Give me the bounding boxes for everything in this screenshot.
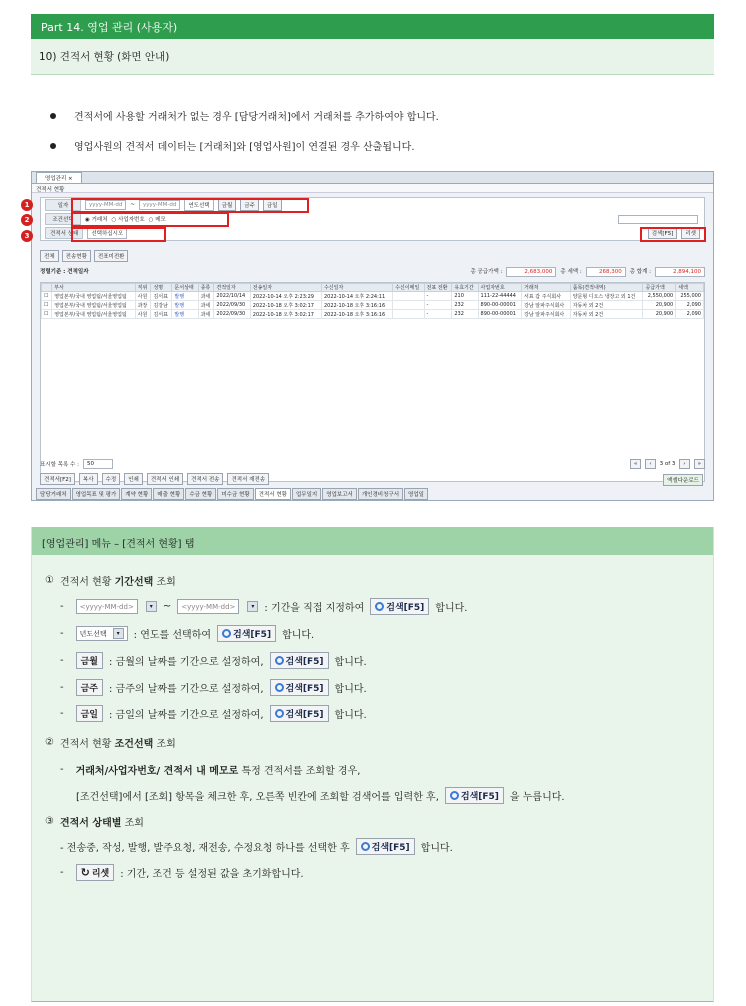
column-header[interactable] (42, 284, 52, 292)
bottom-tab[interactable]: 미수금 현황 (217, 488, 253, 500)
row-checkbox[interactable]: ☐ (42, 301, 52, 310)
search-icon (361, 842, 370, 851)
screen-tab[interactable]: 영업관리 × (36, 172, 82, 183)
search-icon (275, 656, 284, 665)
reset-button[interactable]: 리셋 (681, 227, 700, 239)
pager-bar (40, 459, 705, 469)
table-cell: 강남 알파주식회사 (522, 301, 571, 310)
section-2-title: ② 견적서 현황 조건선택 조회 (45, 737, 176, 750)
this-week-button: 금주 (76, 679, 103, 696)
table-cell: 사원 (135, 310, 151, 319)
section-1-title: ① 견적서 현황 기간선택 조회 (45, 575, 176, 588)
tax-label: 총 세액 : (560, 269, 582, 275)
bottom-tab[interactable]: 영업일 (404, 488, 428, 500)
table-row[interactable] (42, 292, 704, 301)
action-button[interactable]: 견적서[F2] (40, 473, 75, 485)
bottom-tab[interactable]: 개인경비청구서 (358, 488, 403, 500)
search-button: 검색[F5] (270, 679, 329, 696)
table-cell: 255,000 (676, 292, 704, 301)
status-label: 견적서 상태 (45, 227, 83, 239)
page-indicator: 3 of 3 (659, 461, 676, 467)
table-cell: - (424, 301, 452, 310)
refresh-icon: ↻ (80, 866, 90, 879)
table-cell: 2022-10-18 오후 3:02:17 (250, 301, 321, 310)
column-header[interactable]: 수신일자 (321, 284, 392, 292)
this-month-button: 금월 (76, 652, 103, 669)
section-title: 10) 견적서 현황 (화면 안내) (39, 51, 170, 63)
table-cell: 2022-10-14 오후 2:23:29 (250, 292, 321, 301)
bullet-dot (50, 113, 56, 119)
embedded-screenshot (31, 171, 714, 501)
table-cell: 자동차 외 2건 (570, 310, 643, 319)
status-select[interactable]: 선택하십시오 (87, 227, 127, 239)
info-heading: [영업관리] 메뉴 – [견적서 현황] 탭 (32, 527, 713, 555)
action-button[interactable]: 견적서 인쇄 (147, 473, 183, 485)
total-label: 총 합계 : (629, 269, 651, 275)
badge-1: 1 (21, 199, 33, 211)
quote-table (41, 283, 704, 319)
line-reset: - ↻ 리셋 : 기간, 조건 등 설정된 값을 초기화합니다. (60, 866, 304, 880)
condition-label: 조건선택 (45, 213, 81, 225)
table-cell: 20,900 (643, 301, 676, 310)
table-cell: 111-22-44444 (478, 292, 521, 301)
highlight-box-search (640, 227, 706, 242)
tax-value: 268,300 (586, 267, 626, 277)
bottom-tab[interactable]: 영업목표 및 평가 (72, 488, 121, 500)
table-cell: 과장 (135, 301, 151, 310)
search-button[interactable]: 검색[F5] (648, 227, 678, 239)
bottom-tab[interactable]: 담당거래처 (36, 488, 71, 500)
table-cell: 2022-10-18 오후 3:16:16 (321, 310, 392, 319)
table-cell: - (424, 310, 452, 319)
action-bar (40, 474, 705, 484)
column-header[interactable]: 견적일자 (214, 284, 250, 292)
line-week: - 금주 : 금주의 날짜를 기간으로 설정하여, 검색[F5] 합니다. (60, 679, 367, 696)
radio-bizno[interactable]: ○ 사업자번호 (111, 217, 145, 223)
table-cell: 2022-10-14 오후 2:24:11 (321, 292, 392, 301)
column-header[interactable]: 수신이메일 (393, 284, 424, 292)
total-value: 2,894,100 (655, 267, 705, 277)
table-cell: 자동차 외 2건 (570, 301, 643, 310)
column-header[interactable]: 직위 (135, 284, 151, 292)
dropdown-icon: ▾ (247, 601, 258, 612)
column-header[interactable]: 유효기간 (452, 284, 478, 292)
highlight-box-1 (71, 198, 309, 213)
search-button: 검색[F5] (217, 625, 276, 642)
page-size-select[interactable]: 50 (83, 459, 113, 469)
radio-memo[interactable]: ○ 메모 (148, 217, 166, 223)
section-header (31, 39, 714, 75)
table-cell: 2,550,000 (643, 292, 676, 301)
table-cell: 발행 (172, 292, 198, 301)
table-cell: 과세 (198, 310, 214, 319)
column-header[interactable]: 전표 전환 (424, 284, 452, 292)
excel-download-button[interactable]: 엑셀다운로드 (663, 474, 703, 486)
supply-label: 총 공급가액 : (470, 269, 503, 275)
table-cell: 김서표 (151, 292, 172, 301)
sub-tabs (40, 250, 128, 262)
table-cell: 영업본부/국내 영업팀/서울영업팀 (52, 301, 135, 310)
dropdown-icon: ▾ (113, 628, 124, 639)
section-3-title: ③ 견적서 상태별 조회 (45, 816, 144, 829)
table-cell: 영업본부/국내 영업팀/서울영업팀 (52, 310, 135, 319)
date-label: 일자 (45, 199, 81, 211)
year-select[interactable]: 연도선택 (184, 199, 213, 211)
action-button[interactable]: 인쇄 (124, 473, 143, 485)
quote-grid (40, 282, 705, 482)
table-cell: 890-00-00001 (478, 301, 521, 310)
bullet-item (50, 108, 439, 123)
condition-input[interactable] (618, 215, 698, 224)
first-page-button[interactable]: « (630, 459, 641, 469)
column-header[interactable]: 성명 (151, 284, 172, 292)
date-row: 일자 yyyy-MM-dd ~ yyyy-MM-dd 연도선택 금월 금주 금일 (41, 198, 704, 212)
column-header[interactable]: 사업자번호 (478, 284, 521, 292)
table-cell: 2022/10/14 (214, 292, 250, 301)
action-button[interactable]: 견적서 재전송 (227, 473, 269, 485)
table-cell (393, 292, 424, 301)
table-cell: 영업본부/국내 영업팀/서울영업팀 (52, 292, 135, 301)
column-header[interactable]: 세액 (676, 284, 704, 292)
table-row[interactable] (42, 310, 704, 319)
date-to-input: <yyyy-MM-dd> (177, 599, 239, 614)
badge-3: 3 (21, 230, 33, 242)
last-page-button[interactable]: » (694, 459, 705, 469)
today-button[interactable]: 금일 (263, 199, 282, 211)
table-cell: 과세 (198, 292, 214, 301)
table-cell: 강남 알파주식회사 (522, 310, 571, 319)
radio-client[interactable]: ◉ 거래처 (85, 217, 108, 223)
this-month-button[interactable]: 금월 (218, 199, 237, 211)
table-cell: 사원 (135, 292, 151, 301)
next-page-button[interactable]: › (679, 459, 689, 469)
line-date-range: - <yyyy-MM-dd> ▾ ~ <yyyy-MM-dd> ▾ : 기간을 직접 지정하여 검색[F5] 합니다. (60, 598, 467, 615)
today-button: 금일 (76, 705, 103, 722)
search-button: 검색[F5] (270, 705, 329, 722)
column-header[interactable]: 전송일자 (250, 284, 321, 292)
this-week-button[interactable]: 금주 (240, 199, 259, 211)
action-button[interactable]: 견적서 전송 (187, 473, 223, 485)
bottom-tab[interactable]: 수금 현황 (185, 488, 216, 500)
table-cell: - (424, 292, 452, 301)
reset-button: ↻ 리셋 (76, 864, 115, 881)
year-select: 년도선택 ▾ (76, 626, 128, 641)
table-cell: 20,900 (643, 310, 676, 319)
bullet-dot (50, 143, 56, 149)
bottom-tab[interactable]: 업무일지 (292, 488, 321, 500)
table-cell: 2022-10-18 오후 3:16:16 (321, 301, 392, 310)
search-button: 검색[F5] (270, 652, 329, 669)
date-to-input[interactable]: yyyy-MM-dd (139, 200, 180, 210)
table-cell (393, 310, 424, 319)
table-cell: 양문형 디오스 냉장고 외 1건 (570, 292, 643, 301)
screen-title: 견적서 현황 (32, 184, 713, 193)
badge-2: 2 (21, 214, 33, 226)
table-cell: 서표 갑 주식회사 (522, 292, 571, 301)
table-row[interactable] (42, 301, 704, 310)
bottom-tab[interactable]: 계약 현황 (121, 488, 152, 500)
date-from-input: <yyyy-MM-dd> (76, 599, 138, 614)
bullet-item (50, 138, 415, 153)
table-cell: 김서표 (151, 310, 172, 319)
dropdown-icon: ▾ (146, 601, 157, 612)
search-icon (275, 683, 284, 692)
line-month: - 금월 : 금월의 날짜를 기간으로 설정하여, 검색[F5] 합니다. (60, 652, 367, 669)
column-header[interactable]: 부서 (52, 284, 135, 292)
table-cell: 2022/09/30 (214, 301, 250, 310)
screen-tabbar (32, 172, 713, 184)
column-header[interactable]: 공급가액 (643, 284, 676, 292)
table-cell: 890-00-00001 (478, 310, 521, 319)
action-button[interactable]: 복사 (79, 473, 98, 485)
search-icon (450, 791, 459, 800)
line-day: - 금일 : 금일의 날짜를 기간으로 설정하여, 검색[F5] 합니다. (60, 705, 367, 722)
bottom-tab[interactable]: 견적서 현황 (255, 488, 291, 500)
table-cell: 2,090 (676, 310, 704, 319)
line-year: - 년도선택 ▾ : 연도를 선택하여 검색[F5] 합니다. (60, 625, 314, 642)
search-button: 검색[F5] (356, 838, 415, 855)
bottom-tab[interactable]: 영업보고서 (322, 488, 357, 500)
table-cell: 210 (452, 292, 478, 301)
bullet-text: 견적서에 사용할 거래처가 없는 경우 [담당거래처]에서 거래처를 추가하여야 합니다. (74, 112, 439, 123)
column-header[interactable]: 품목(견적내역) (570, 284, 643, 292)
date-from-input[interactable]: yyyy-MM-dd (85, 200, 126, 210)
column-header[interactable]: 종류 (198, 284, 214, 292)
table-cell: 232 (452, 310, 478, 319)
search-button: 검색[F5] (370, 598, 429, 615)
page-size-label: 표시할 목록 수 : (40, 462, 79, 468)
column-header[interactable]: 문서상태 (172, 284, 198, 292)
table-cell: 김강남 (151, 301, 172, 310)
table-cell: 발행 (172, 310, 198, 319)
column-header[interactable]: 거래처 (522, 284, 571, 292)
supply-value: 2,683,000 (506, 267, 556, 277)
search-icon (375, 602, 384, 611)
prev-page-button[interactable]: ‹ (645, 459, 655, 469)
bottom-tabs (36, 488, 428, 500)
subtab-sent[interactable]: 전송현황 (62, 250, 91, 262)
table-cell: 과세 (198, 301, 214, 310)
table-cell (393, 301, 424, 310)
highlight-box-3 (71, 227, 166, 242)
bottom-tab[interactable]: 매출 현황 (153, 488, 184, 500)
table-cell: 2022/09/30 (214, 310, 250, 319)
action-button[interactable]: 수정 (102, 473, 121, 485)
table-cell: 2,090 (676, 301, 704, 310)
line-condition-a: - 거래처/사업자번호/ 견적서 내 메모로 특정 견적서를 조회할 경우, (60, 764, 361, 777)
search-icon (275, 709, 284, 718)
sort-label: 정렬기준 : 견적일자 (40, 269, 89, 275)
subtab-unconverted[interactable]: 전표미전환 (94, 250, 129, 262)
summary-bar (40, 267, 705, 277)
part-title: Part 14. 영업 관리 (사용자) (41, 21, 178, 34)
row-checkbox[interactable]: ☐ (42, 310, 52, 319)
part-header (31, 14, 714, 39)
line-condition-b: [조건선택]에서 [조회] 항목을 체크한 후, 오른쪽 빈칸에 조회할 검색어를 입력한 후, 검색[F5] 을 누릅니다. (76, 787, 565, 804)
highlight-box-2 (71, 212, 229, 227)
subtab-all[interactable]: 전체 (40, 250, 59, 262)
line-status: - 전송중, 작성, 발행, 발주요청, 재전송, 수정요청 하나를 선택한 후 검색[F5] 합니다. (60, 838, 453, 855)
row-checkbox[interactable]: ☐ (42, 292, 52, 301)
table-cell: 2022-10-18 오후 3:02:17 (250, 310, 321, 319)
search-icon (222, 629, 231, 638)
table-cell: 232 (452, 301, 478, 310)
table-cell: 발행 (172, 301, 198, 310)
bullet-text: 영업사원의 견적서 데이터는 [거래처]와 [영업사원]이 연결된 경우 산출됩니다. (74, 142, 415, 153)
search-button: 검색[F5] (445, 787, 504, 804)
